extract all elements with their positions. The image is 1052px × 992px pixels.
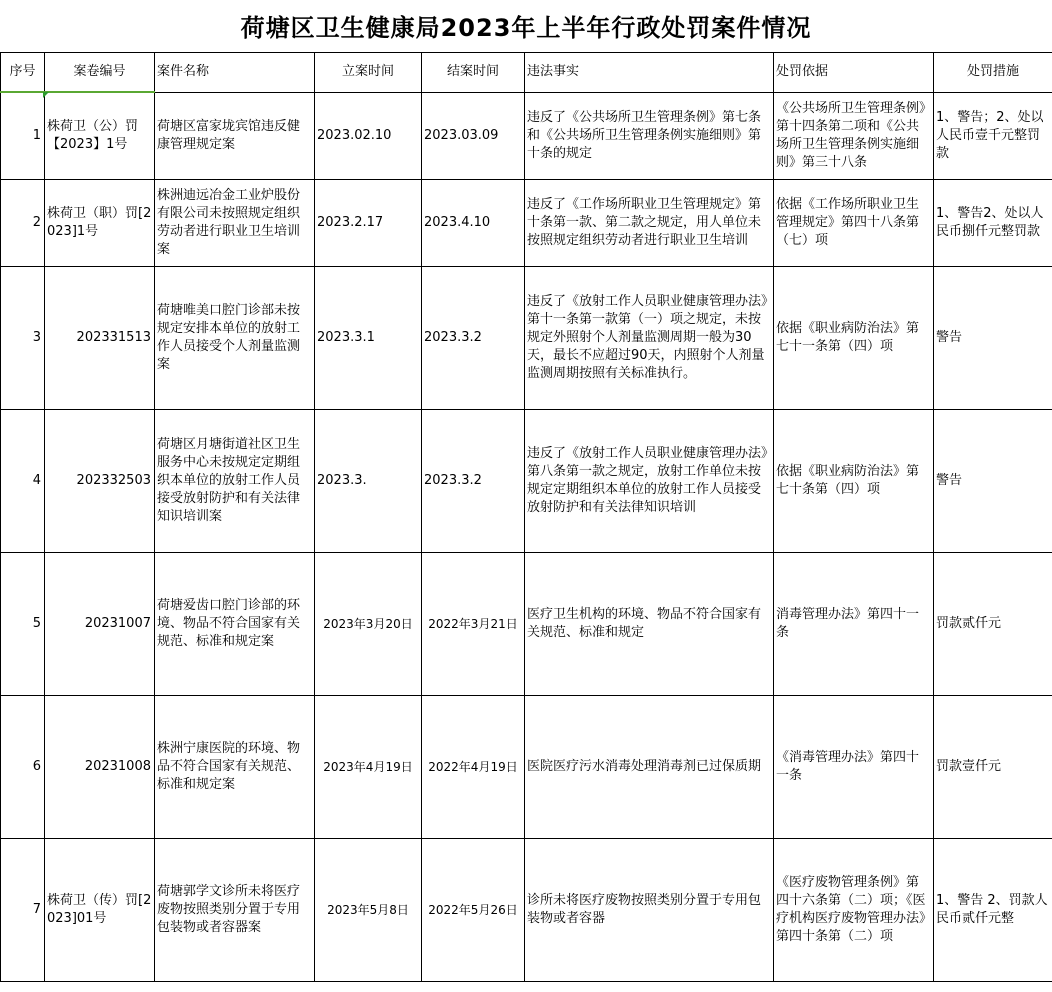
cell-filed[interactable]: 2023年5月8日 [315,839,422,982]
cell-violation[interactable]: 违反了《工作场所职业卫生管理规定》第十条第一款、第二款之规定，用人单位未按照规定组织劳动者进行职业卫生培训 [525,180,774,267]
cell-basis[interactable]: 《公共场所卫生管理条例》第十四条第二项和《公共场所卫生管理条例实施细则》第三十八条 [774,92,934,180]
cell-measures[interactable]: 1、警告2、处以人民币捌仟元整罚款 [934,180,1052,267]
cell-closed[interactable]: 2022年5月26日 [422,839,525,982]
table-row [1,267,1052,410]
cell-violation[interactable]: 医疗卫生机构的环境、物品不符合国家有关规范、标准和规定 [525,553,774,696]
cell-filed[interactable]: 2023年4月19日 [315,696,422,839]
cell-closed[interactable]: 2022年3月21日 [422,553,525,696]
cell-seq[interactable]: 5 [1,553,45,696]
cell-basis[interactable]: 《消毒管理办法》第四十一条 [774,696,934,839]
cell-measures[interactable]: 罚款贰仟元 [934,553,1052,696]
cell-basis[interactable]: 依据《职业病防治法》第七十条第（四）项 [774,410,934,553]
cell-measures[interactable]: 罚款壹仟元 [934,696,1052,839]
table-row [1,553,1052,696]
header-seq[interactable]: 序号 [1,53,45,93]
cell-case-no[interactable]: 202332503 [45,410,155,553]
table-row [1,839,1052,982]
cell-seq[interactable]: 7 [1,839,45,982]
cell-violation[interactable]: 违反了《放射工作人员职业健康管理办法》第八条第一款之规定，放射工作单位未按规定定期组织本单位的放射工作人员接受放射防护和有关法律知识培训 [525,410,774,553]
table-row [1,410,1052,553]
cell-case-name[interactable]: 荷塘区月塘街道社区卫生服务中心未按规定定期组织本单位的放射工作人员接受放射防护和有关法律知识培训案 [155,410,315,553]
cell-closed[interactable]: 2022年4月19日 [422,696,525,839]
cell-basis[interactable]: 消毒管理办法》第四十一条 [774,553,934,696]
penalty-cases-table [0,52,1052,982]
cell-case-name[interactable]: 荷塘区富家垅宾馆违反健康管理规定案 [155,92,315,180]
cell-case-no[interactable]: 株荷卫（传）罚[2023]01号 [45,839,155,982]
table-row [1,180,1052,267]
cell-measures[interactable]: 1、警告；2、处以人民币壹千元整罚款 [934,92,1052,180]
cell-seq[interactable]: 1 [1,92,45,180]
cell-case-name[interactable]: 株洲迪远冶金工业炉股份有限公司未按照规定组织劳动者进行职业卫生培训案 [155,180,315,267]
header-measures[interactable]: 处罚措施 [934,53,1052,93]
cell-case-no[interactable]: 20231007 [45,553,155,696]
cell-measures[interactable]: 警告 [934,267,1052,410]
cell-case-name[interactable]: 荷塘郭学文诊所未将医疗废物按照类别分置于专用包装物或者容器案 [155,839,315,982]
cell-case-name[interactable]: 荷塘爱齿口腔门诊部的环境、物品不符合国家有关规范、标准和规定案 [155,553,315,696]
header-basis[interactable]: 处罚依据 [774,53,934,93]
cell-filed[interactable]: 2023.3.1 [315,267,422,410]
header-case-name[interactable]: 案件名称 [155,53,315,93]
cell-violation[interactable]: 违反了《放射工作人员职业健康管理办法》第十一条第一款第（一）项之规定，未按规定外照射个人剂量监测周期一般为30天，最长不应超过90天，内照射个人剂量监测周期按照有关标准执行。 [525,267,774,410]
cell-basis[interactable]: 依据《职业病防治法》第七十一条第（四）项 [774,267,934,410]
cell-closed[interactable]: 2023.03.09 [422,92,525,180]
cell-comment-marker-icon [43,92,49,98]
cell-basis[interactable]: 《医疗废物管理条例》第四十六条第（二）项；《医疗机构医疗废物管理办法》第四十条第（二）项 [774,839,934,982]
sheet-title: 荷塘区卫生健康局2023年上半年行政处罚案件情况 [240,13,812,42]
cell-seq[interactable]: 2 [1,180,45,267]
cell-closed[interactable]: 2023.3.2 [422,410,525,553]
header-row [1,53,1052,93]
table-row [1,696,1052,839]
cell-case-no[interactable]: 株荷卫（职）罚[2023]1号 [45,180,155,267]
cell-basis[interactable]: 依据《工作场所职业卫生管理规定》第四十八条第（七）项 [774,180,934,267]
cell-seq[interactable]: 3 [1,267,45,410]
cell-closed[interactable]: 2023.3.2 [422,267,525,410]
cell-closed[interactable]: 2023.4.10 [422,180,525,267]
header-filed[interactable]: 立案时间 [315,53,422,93]
cell-case-name[interactable]: 荷塘唯美口腔门诊部未按规定安排本单位的放射工作人员接受个人剂量监测案 [155,267,315,410]
cell-seq[interactable]: 4 [1,410,45,553]
cell-filed[interactable]: 2023.02.10 [315,92,422,180]
cell-case-no[interactable]: 株荷卫（公）罚【2023】1号 [45,92,155,180]
cell-filed[interactable]: 2023.2.17 [315,180,422,267]
cell-seq[interactable]: 6 [1,696,45,839]
cell-case-no[interactable]: 20231008 [45,696,155,839]
cell-violation[interactable]: 违反了《公共场所卫生管理条例》第七条和《公共场所卫生管理条例实施细则》第十条的规定 [525,92,774,180]
header-closed[interactable]: 结案时间 [422,53,525,93]
header-violation[interactable]: 违法事实 [525,53,774,93]
cell-case-name[interactable]: 株洲宁康医院的环境、物品不符合国家有关规范、标准和规定案 [155,696,315,839]
cell-violation[interactable]: 诊所未将医疗废物按照类别分置于专用包装物或者容器 [525,839,774,982]
cell-filed[interactable]: 2023.3. [315,410,422,553]
cell-filed[interactable]: 2023年3月20日 [315,553,422,696]
cell-measures[interactable]: 1、警告 2、罚款人民币贰仟元整 [934,839,1052,982]
cell-violation[interactable]: 医院医疗污水消毒处理消毒剂已过保质期 [525,696,774,839]
header-case-no[interactable]: 案卷编号 [45,53,155,93]
cell-measures[interactable]: 警告 [934,410,1052,553]
cell-case-no[interactable]: 202331513 [45,267,155,410]
table-row [1,92,1052,180]
